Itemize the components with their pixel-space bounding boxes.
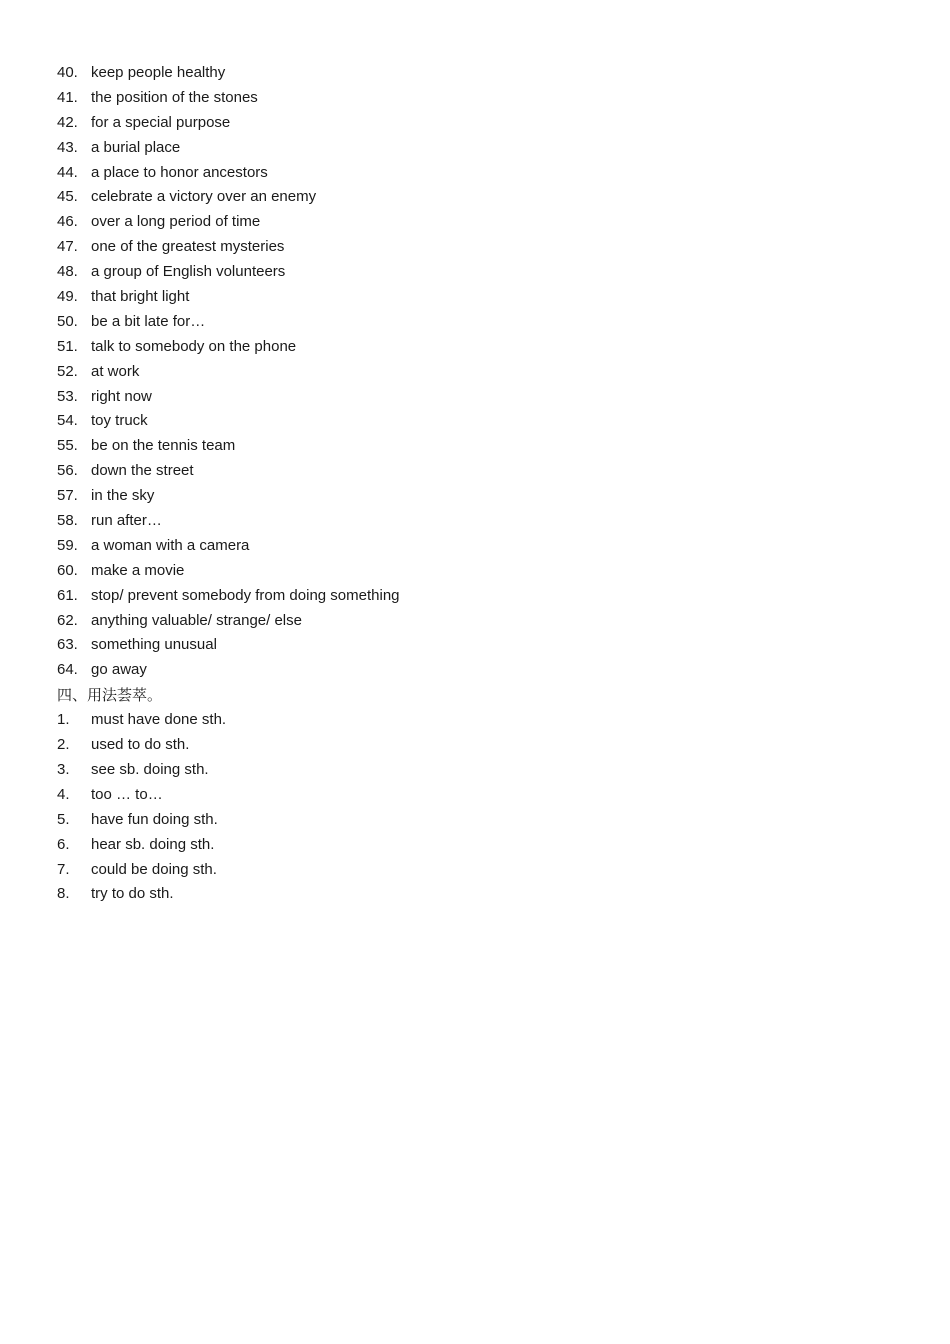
item-text: be on the tennis team xyxy=(91,437,236,455)
list-item xyxy=(57,360,897,385)
list-item xyxy=(57,459,897,484)
item-number: 62. xyxy=(57,611,78,629)
item-text: in the sky xyxy=(91,487,155,505)
list-item xyxy=(57,633,897,658)
list-item xyxy=(57,185,897,210)
list-item xyxy=(57,708,897,733)
item-number: 63. xyxy=(57,636,78,654)
item-number: 41. xyxy=(57,88,78,106)
item-text: must have done sth. xyxy=(91,711,227,729)
list-item xyxy=(57,86,897,111)
list-item xyxy=(57,858,897,883)
list-item xyxy=(57,509,897,534)
item-number: 50. xyxy=(57,312,78,330)
item-text: a burial place xyxy=(91,138,181,156)
item-number: 40. xyxy=(57,64,78,81)
item-text: a place to honor ancestors xyxy=(91,163,268,181)
list-item xyxy=(57,285,897,310)
item-text: down the street xyxy=(91,462,194,480)
item-text: toy truck xyxy=(91,412,148,430)
item-number: 3. xyxy=(57,760,70,778)
list-item xyxy=(57,484,897,509)
item-text: talk to somebody on the phone xyxy=(91,337,297,355)
item-number: 60. xyxy=(57,561,78,579)
item-text: right now xyxy=(91,387,152,405)
list-item xyxy=(57,534,897,559)
item-number: 44. xyxy=(57,163,78,181)
item-text: hear sb. doing sth. xyxy=(91,835,215,853)
item-number: 64. xyxy=(57,661,78,679)
document-content xyxy=(57,61,897,907)
item-text: be a bit late for… xyxy=(91,312,206,330)
item-number: 58. xyxy=(57,512,78,530)
list-item xyxy=(57,235,897,260)
list-item xyxy=(57,808,897,833)
list-item xyxy=(57,385,897,410)
item-number: 43. xyxy=(57,138,78,156)
list-item xyxy=(57,161,897,186)
item-text: a woman with a camera xyxy=(91,536,250,554)
item-text: could be doing sth. xyxy=(91,860,217,878)
item-text: the position of the stones xyxy=(91,88,258,106)
item-text: for a special purpose xyxy=(91,113,231,131)
list-item xyxy=(57,609,897,634)
phrase-list xyxy=(57,61,897,683)
item-number: 47. xyxy=(57,238,78,256)
item-number: 42. xyxy=(57,113,78,131)
list-item xyxy=(57,434,897,459)
item-text: that bright light xyxy=(91,288,190,306)
item-text: keep people healthy xyxy=(91,64,226,81)
list-item xyxy=(57,210,897,235)
list-item xyxy=(57,111,897,136)
item-text: see sb. doing sth. xyxy=(91,760,209,778)
item-number: 53. xyxy=(57,387,78,405)
item-number: 61. xyxy=(57,586,78,604)
item-number: 55. xyxy=(57,437,78,455)
item-text: have fun doing sth. xyxy=(91,810,218,828)
item-text: go away xyxy=(91,661,147,679)
list-item xyxy=(57,658,897,683)
item-text: celebrate a victory over an enemy xyxy=(91,188,317,206)
item-number: 6. xyxy=(57,835,70,853)
item-text: one of the greatest mysteries xyxy=(91,238,285,256)
list-item xyxy=(57,758,897,783)
item-number: 46. xyxy=(57,213,78,231)
item-number: 5. xyxy=(57,810,70,828)
item-number: 4. xyxy=(57,785,70,803)
list-item xyxy=(57,783,897,808)
list-item xyxy=(57,335,897,360)
usage-list xyxy=(57,708,897,907)
item-number: 52. xyxy=(57,362,78,380)
item-text: stop/ prevent somebody from doing something xyxy=(91,586,400,604)
list-item xyxy=(57,584,897,609)
list-item xyxy=(57,833,897,858)
item-text: something unusual xyxy=(91,636,217,654)
item-text: try to do sth. xyxy=(91,885,174,903)
item-text: too … to… xyxy=(91,785,163,803)
item-number: 59. xyxy=(57,536,78,554)
item-text: run after… xyxy=(91,512,162,530)
item-number: 2. xyxy=(57,736,70,754)
item-text: a group of English volunteers xyxy=(91,263,286,281)
item-text: anything valuable/ strange/ else xyxy=(91,611,302,629)
list-item xyxy=(57,559,897,584)
item-text: used to do sth. xyxy=(91,736,190,754)
item-number: 57. xyxy=(57,487,78,505)
item-text: make a movie xyxy=(91,561,185,579)
item-number: 8. xyxy=(57,885,70,903)
list-item xyxy=(57,61,897,86)
item-text: at work xyxy=(91,362,140,380)
list-item xyxy=(57,310,897,335)
item-number: 54. xyxy=(57,412,78,430)
item-number: 48. xyxy=(57,263,78,281)
item-number: 51. xyxy=(57,337,78,355)
item-number: 49. xyxy=(57,288,78,306)
section-heading: 四、用法荟萃。 xyxy=(57,686,163,705)
item-number: 7. xyxy=(57,860,70,878)
item-number: 1. xyxy=(57,711,70,729)
list-item xyxy=(57,409,897,434)
list-item xyxy=(57,733,897,758)
item-number: 45. xyxy=(57,188,78,206)
item-number: 56. xyxy=(57,462,78,480)
item-text: over a long period of time xyxy=(91,213,261,231)
list-item xyxy=(57,260,897,285)
list-item xyxy=(57,882,897,907)
list-item xyxy=(57,136,897,161)
